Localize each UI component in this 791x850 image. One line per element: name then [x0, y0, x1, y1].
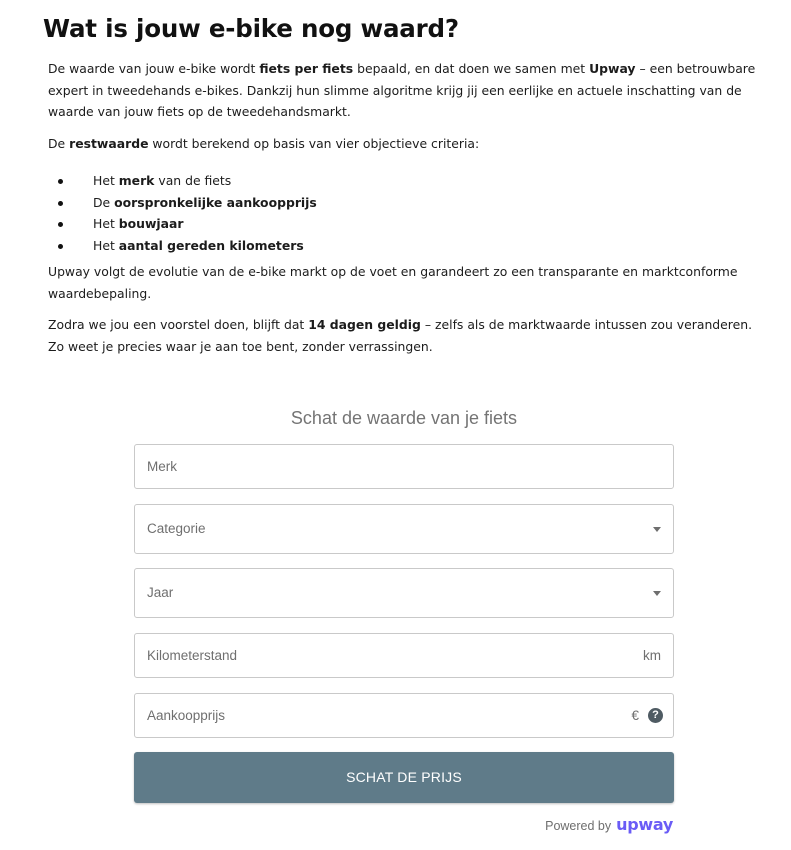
question-circle-icon[interactable]: ?: [648, 708, 663, 723]
year-placeholder: Jaar: [147, 585, 174, 600]
powered-by-label: Powered by: [545, 818, 612, 833]
category-placeholder: Categorie: [147, 521, 206, 536]
upway-paragraph: Upway volgt de evolutie van de e-bike markt op de voet en garandeert zo een transparante en marktconforme waardebepaling.: [48, 264, 738, 301]
list-item: Het aantal gereden kilometers: [48, 235, 763, 257]
form-title: Schat de waarde van je fiets: [290, 408, 518, 428]
criteria-list: [48, 170, 763, 256]
mileage-unit: km: [643, 648, 661, 663]
validity-paragraph: Zodra we jou een voorstel doen, blijft dat 14 dagen geldig – zelfs als de marktwaarde intussen zou veranderen. Zo weet je precies waar je aan toe bent, zonder verrassingen.: [48, 317, 753, 354]
upway-logo[interactable]: upway: [616, 815, 673, 834]
price-placeholder: Aankoopprijs: [147, 708, 226, 723]
mileage-input[interactable]: [134, 633, 674, 678]
purchase-price-input[interactable]: [134, 693, 674, 738]
bullet-icon: [58, 244, 63, 249]
bullet-icon: [58, 222, 63, 227]
year-select[interactable]: [134, 568, 674, 618]
brand-input[interactable]: [134, 444, 674, 489]
bullet-icon: [58, 201, 63, 206]
chevron-down-icon: [653, 591, 661, 596]
article-body: [48, 58, 763, 367]
category-select[interactable]: [134, 504, 674, 554]
powered-by: [545, 816, 673, 835]
brand-placeholder: Merk: [147, 459, 177, 474]
bullet-icon: [58, 179, 63, 184]
intro-paragraph: De waarde van jouw e-bike wordt fiets per fiets bepaald, en dat doen we samen met Upway – een betrouwbare expert in tweedehands e-bikes. Dankzij hun slimme algoritme krijg jij een eerlijke en actuele inschatting van de waarde van jouw fiets op de tweedehandsmarkt.: [48, 61, 756, 119]
price-unit: €: [631, 708, 639, 723]
estimate-price-button[interactable]: SCHAT DE PRIJS: [134, 752, 674, 803]
list-item: De oorspronkelijke aankoopprijs: [48, 192, 763, 214]
criteria-intro: De restwaarde wordt berekend op basis van vier objectieve criteria:: [48, 135, 480, 151]
page-title: Wat is jouw e-bike nog waard?: [43, 14, 459, 43]
chevron-down-icon: [653, 527, 661, 532]
list-item: Het merk van de fiets: [48, 170, 763, 192]
list-item: Het bouwjaar: [48, 213, 763, 235]
mileage-placeholder: Kilometerstand: [147, 648, 238, 663]
